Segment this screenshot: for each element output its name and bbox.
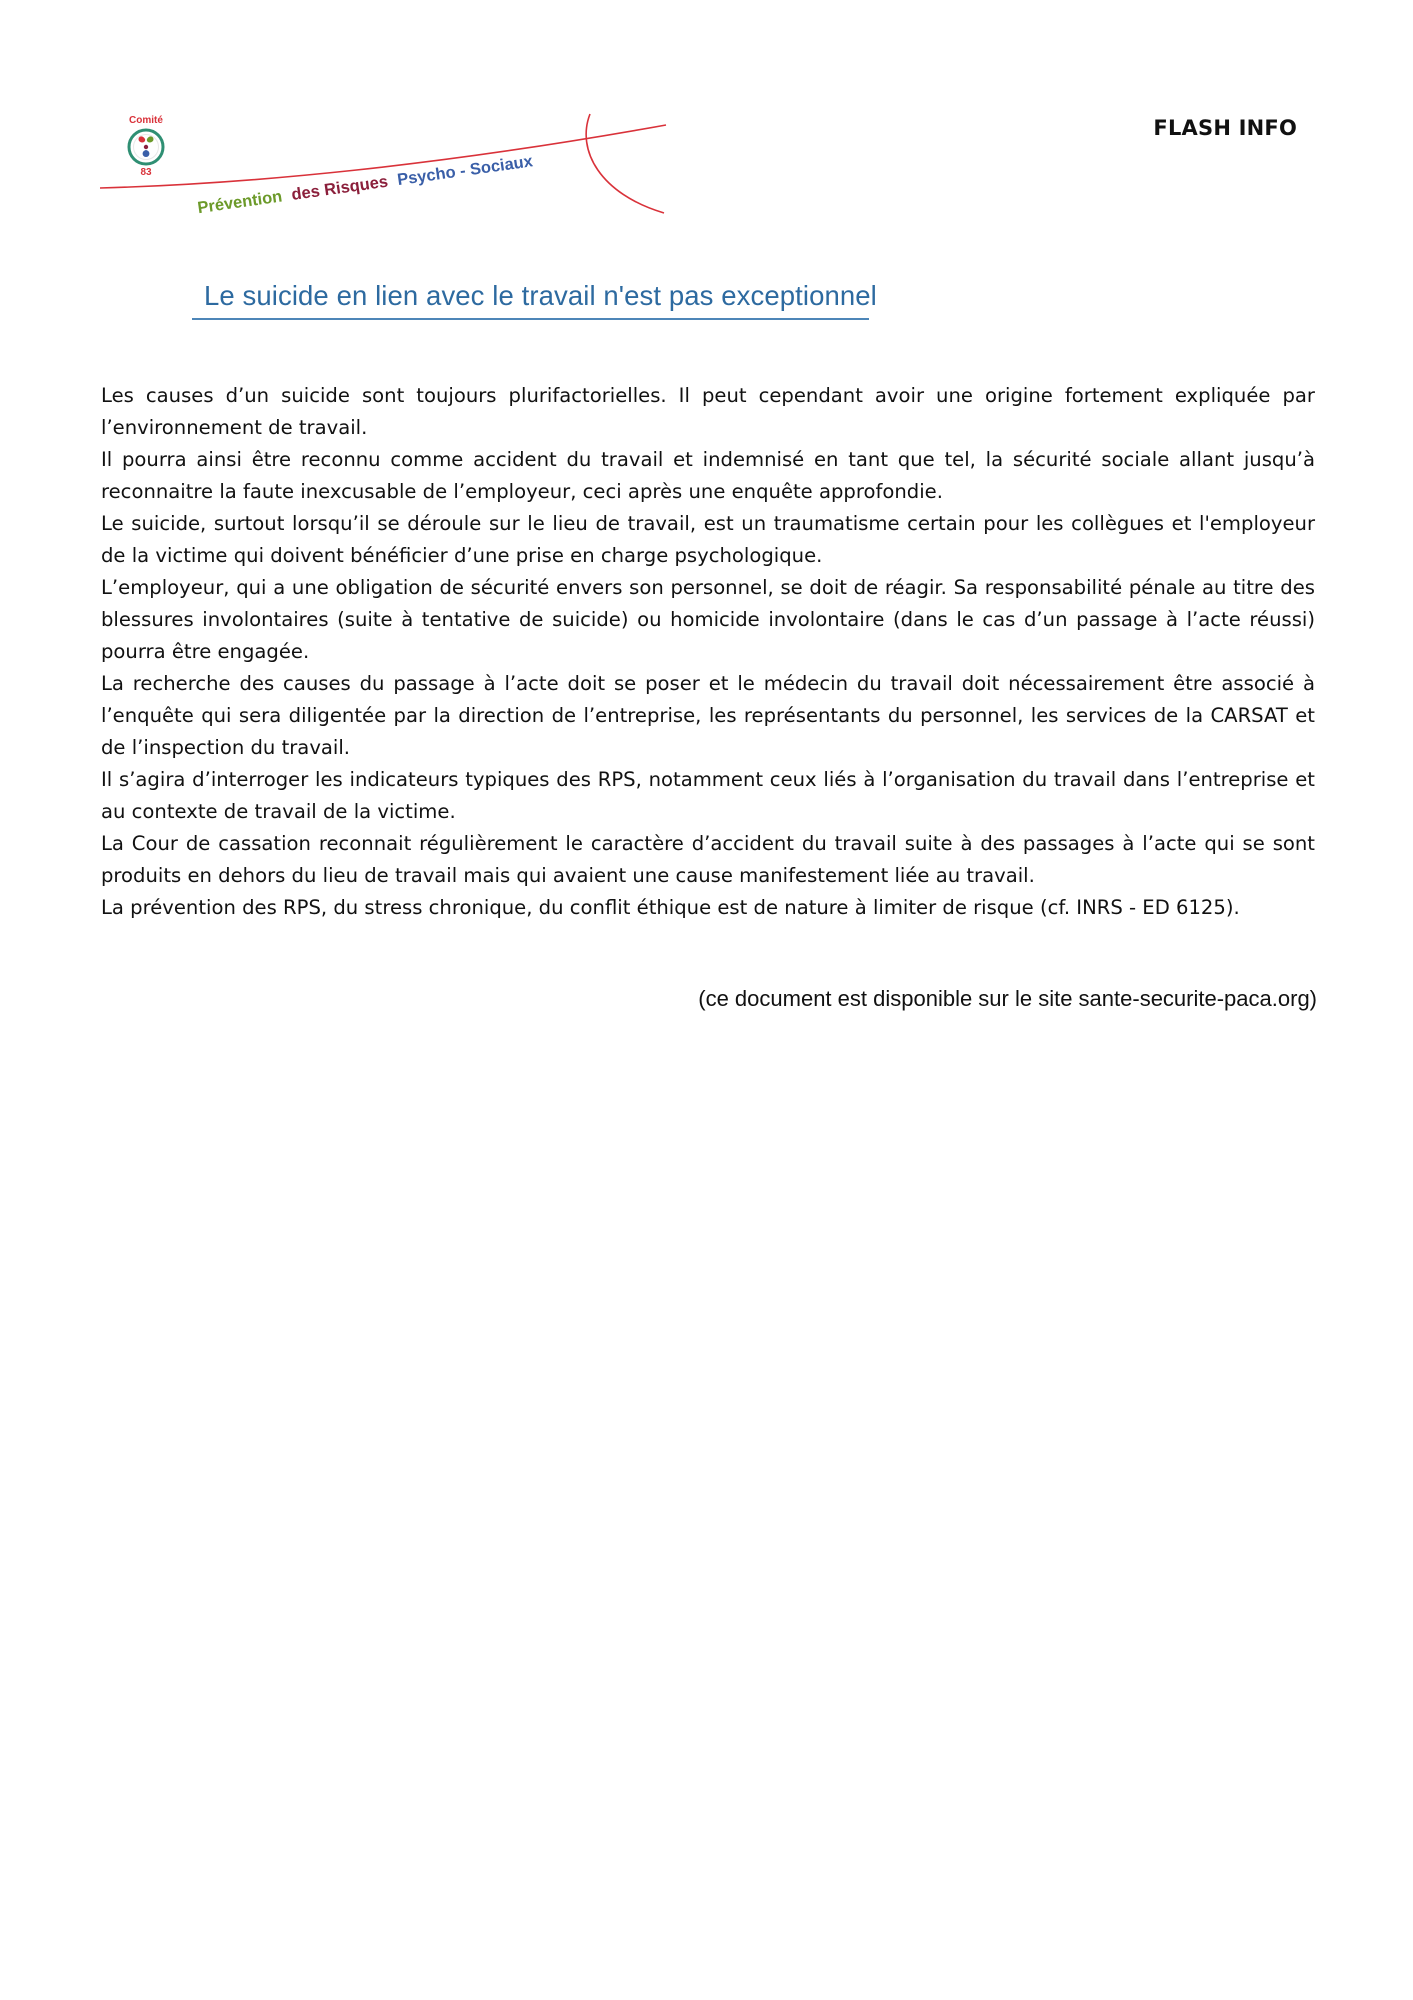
badge-top-text: Comité <box>129 115 163 126</box>
tagline-word-risques: des Risques <box>290 172 390 204</box>
title-block <box>192 278 877 320</box>
source-note: (ce document est disponible sur le site sante-securite-paca.org) <box>698 986 1317 1011</box>
paragraph: Le suicide, surtout lorsqu’il se déroule sur le lieu de travail, est un traumatisme certain pour les collègues et l'employeur de la victime qui doivent bénéficier d’une prise en charge psychologique. <box>101 512 1315 567</box>
tagline-word-psycho-sociaux: Psycho - Sociaux <box>396 152 534 190</box>
badge-icon <box>129 130 163 164</box>
paragraph: La recherche des causes du passage à l’acte doit se poser et le médecin du travail doit nécessairement être associé à l’enquête qui sera diligentée par la direction de l’entreprise, les représentants du personnel, les services de la CARSAT et de l’inspection du travail. <box>101 672 1315 759</box>
logo-swoosh-curve <box>586 114 664 213</box>
paragraph: Les causes d’un suicide sont toujours plurifactorielles. Il peut cependant avoir une origine fortement expliquée par l’environnement de travail. <box>101 384 1315 439</box>
flash-info-label: FLASH INFO <box>1153 116 1297 140</box>
svg-text:Prévention des Risqu <box>196 152 534 217</box>
body-text <box>101 380 1315 924</box>
badge-bottom-text: 83 <box>140 167 152 178</box>
paragraph: L’employeur, qui a une obligation de sécurité envers son personnel, se doit de réagir. Sa responsabilité pénale au titre des blessures involontaires (suite à tentative de suicide) ou homicide involontaire (dans le cas d’un passage à l’acte réussi) pourra être engagée. <box>101 576 1315 663</box>
logo <box>98 108 678 218</box>
paragraph: La prévention des RPS, du stress chronique, du conflit éthique est de nature à limiter de risque (cf. INRS - ED 6125). <box>101 896 1240 919</box>
logo-graphic <box>98 108 678 218</box>
paragraph: La Cour de cassation reconnait régulièrement le caractère d’accident du travail suite à des passages à l’acte qui se sont produits en dehors du lieu de travail mais qui avaient une cause manifestement liée au travail. <box>101 832 1315 887</box>
tagline-word-prevention: Prévention <box>196 187 284 218</box>
page-title: Le suicide en lien avec le travail n'est pas exceptionnel <box>204 280 877 311</box>
paragraph: Il s’agira d’interroger les indicateurs typiques des RPS, notamment ceux liés à l’organisation du travail dans l’entreprise et au contexte de travail de la victime. <box>101 768 1315 823</box>
paragraph: Il pourra ainsi être reconnu comme accident du travail et indemnisé en tant que tel, la sécurité sociale allant jusqu’à reconnaitre la faute inexcusable de l’employeur, ceci après une enquête approfondie. <box>101 448 1315 503</box>
